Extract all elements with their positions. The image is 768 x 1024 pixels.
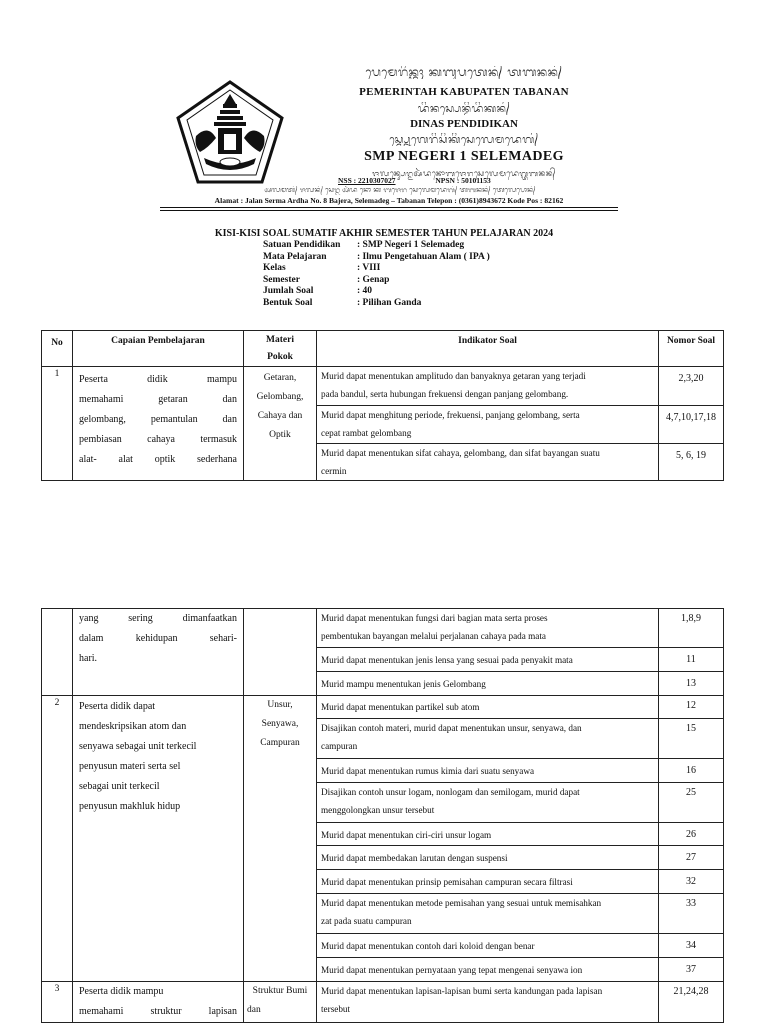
indikator-text: [317, 894, 658, 930]
materi-text: [244, 982, 316, 1020]
meta-row: [263, 275, 490, 287]
nomor-soal: 5, 6, 19: [676, 450, 706, 461]
indikator-text: [317, 609, 658, 645]
materi-cell: [244, 982, 317, 1023]
row-number: [42, 609, 73, 696]
capaian-line: hari.: [79, 653, 98, 664]
indikator-text: [317, 648, 658, 669]
indikator-text: [317, 958, 658, 979]
materi-cell: [244, 367, 317, 481]
indikator-line: tersebut: [321, 1004, 351, 1014]
indikator-line: Murid dapat menentukan jenis lensa yang sesuai pada penyakit mata: [321, 655, 573, 665]
nomor-cell: [659, 444, 724, 481]
nomor-cell: [659, 934, 724, 958]
nomor-cell: [659, 696, 724, 719]
capaian-line: penyusun makhluk hidup: [79, 801, 181, 812]
meta-label: Jumlah Soal: [263, 286, 314, 297]
indikator-cell: [317, 406, 659, 444]
meta-value: : Pilihan Ganda: [357, 297, 422, 308]
indikator-cell: [317, 870, 659, 894]
indikator-text: [317, 672, 658, 693]
nomor-soal: 34: [686, 940, 696, 951]
nomor-soal: 25: [686, 787, 696, 798]
indikator-text: [317, 759, 658, 780]
materi-cell: [244, 609, 317, 696]
indikator-line: Murid mampu menentukan jenis Gelombang: [321, 679, 486, 689]
indikator-line: Murid dapat menentukan ciri-ciri unsur logam: [321, 830, 492, 840]
capaian-line: yang sering dimanfaatkan: [79, 613, 237, 624]
materi-text: [244, 367, 316, 445]
nomor-soal: 21,24,28: [673, 986, 709, 997]
nomor-cell: [659, 719, 724, 759]
indikator-line: Murid dapat menentukan fungsi dari bagian mata serta proses: [321, 613, 548, 623]
indikator-cell: [317, 958, 659, 982]
nomor-cell: [659, 367, 724, 406]
materi-line: Getaran,: [263, 373, 297, 383]
capaian-line: memahami struktur lapisan: [79, 1006, 237, 1017]
indikator-line: Murid dapat menentukan prinsip pemisahan campuran secara filtrasi: [321, 877, 573, 887]
indikator-line: Murid dapat menentukan rumus kimia dari suatu senyawa: [321, 766, 535, 776]
nomor-cell: [659, 823, 724, 846]
school-identifiers: [338, 176, 618, 185]
indikator-cell: [317, 934, 659, 958]
balinese-script-line: ᬚᬮᬦ᭄ᬲᬾᬭ᭄ᬫᬅᬃᬤᬦᭀᬩᬚᬾᬭᬲᬾᬮᬾᬫᬤᬾᬕ᭄ᬢᬩᬦᬦ᭄: [372, 169, 556, 178]
table-row: [42, 367, 724, 406]
government-name: PEMERINTAH KABUPATEN TABANAN: [359, 86, 569, 98]
indikator-line: pada bandul, serta hubungan frekuensi dengan panjang gelombang.: [321, 389, 569, 399]
capaian-cell: [73, 367, 244, 481]
header-no: No: [42, 331, 73, 367]
indikator-text: [317, 406, 658, 442]
capaian-text: [73, 696, 243, 817]
indikator-line: Murid dapat menentukan pernyataan yang tepat mengenai senyawa ion: [321, 965, 583, 975]
capaian-line: senyawa sebagai unit terkecil: [79, 741, 197, 752]
indikator-line: Murid dapat membedakan larutan dengan suspensi: [321, 853, 508, 863]
meta-value: : 40: [357, 286, 373, 297]
nomor-soal: 4,7,10,17,18: [666, 412, 716, 423]
school-name: SMP NEGERI 1 SELEMADEG: [364, 149, 564, 164]
kisi-table-page-1: [41, 330, 724, 481]
indikator-line: Murid dapat menentukan amplitudo dan banyaknya getaran yang terjadi: [321, 371, 586, 381]
materi-line: Struktur Bumi: [252, 986, 308, 996]
indikator-cell: [317, 846, 659, 870]
letterhead-rule: [160, 210, 618, 211]
indikator-text: [317, 846, 658, 867]
meta-value: : Genap: [357, 274, 390, 285]
header-materi-line: Pokok: [267, 352, 293, 362]
meta-row: [263, 286, 490, 298]
indikator-cell: [317, 759, 659, 783]
table-row: [42, 696, 724, 719]
row-number: 3: [42, 982, 73, 1023]
materi-text: [244, 696, 316, 753]
department-name: DINAS PENDIDIKAN: [410, 118, 518, 130]
indikator-line: Disajikan contoh unsur logam, nonlogam dan semilogam, murid dapat: [321, 787, 580, 797]
nomor-soal: 27: [686, 852, 696, 863]
capaian-line: alat- alat optik sederhana: [79, 454, 237, 465]
capaian-line: mendeskripsikan atom dan: [79, 721, 187, 732]
indikator-cell: [317, 823, 659, 846]
indikator-line: Murid dapat menentukan metode pemisahan yang sesuai untuk memisahkan: [321, 898, 602, 908]
capaian-cell: [73, 696, 244, 982]
materi-line: Cahaya dan: [257, 411, 303, 421]
nomor-cell: [659, 672, 724, 696]
materi-line: Gelombang,: [256, 392, 304, 402]
capaian-line: sebagai unit terkecil: [79, 781, 160, 792]
row-number: 2: [42, 696, 73, 982]
nomor-soal: 37: [686, 964, 696, 975]
meta-row: [263, 263, 490, 275]
npsn-number: NPSN : 50101153: [435, 176, 491, 185]
nomor-cell: [659, 406, 724, 444]
balinese-script-line: ᬤᬶᬦᬲ᭄ᬧᬾᬦ᭄ᬤᬶᬤᬶᬓᬦ᭄: [417, 102, 511, 115]
letterhead: [160, 62, 618, 212]
nomor-cell: [659, 846, 724, 870]
meta-value: : SMP Negeri 1 Selemadeg: [357, 240, 465, 250]
nomor-cell: [659, 783, 724, 823]
meta-value: : VIII: [357, 263, 381, 274]
indikator-cell: [317, 648, 659, 672]
indikator-line: zat pada suatu campuran: [321, 916, 412, 926]
meta-row: [263, 240, 490, 252]
header-materi-line: Materi: [266, 335, 294, 345]
tabanan-emblem-icon: [174, 78, 286, 186]
nomor-soal: 1,8,9: [681, 613, 701, 624]
indikator-line: Disajikan contoh materi, murid dapat menentukan unsur, senyawa, dan: [321, 723, 582, 733]
meta-label: Satuan Pendidikan: [263, 240, 341, 250]
meta-row: [263, 252, 490, 264]
indikator-text: [317, 696, 658, 716]
school-address: Alamat : Jalan Serma Ardha No. 8 Bajera, Selemadeg – Tabanan Telepon : (0361)8943672 Kode Pos : 82162: [214, 196, 564, 205]
document-meta: [263, 240, 490, 310]
indikator-text: [317, 934, 658, 955]
indikator-text: [317, 823, 658, 844]
indikator-text: [317, 870, 658, 891]
row-number: 1: [42, 367, 73, 481]
header-nomor: Nomor Soal: [659, 331, 724, 367]
materi-line: Optik: [269, 430, 291, 440]
capaian-line: Peserta didik dapat: [79, 701, 156, 712]
nomor-soal: 16: [686, 765, 696, 776]
indikator-line: cermin: [321, 466, 347, 476]
materi-line: dan: [247, 1005, 261, 1015]
nomor-cell: [659, 870, 724, 894]
capaian-line: pembiasan cahaya termasuk: [79, 434, 237, 445]
indikator-text: [317, 367, 658, 403]
letterhead-rule: [160, 207, 618, 208]
indikator-line: pembentukan bayangan melalui perjalanan cahaya pada mata: [321, 631, 546, 641]
capaian-cell: [73, 609, 244, 696]
materi-line: Campuran: [260, 738, 300, 748]
capaian-line: dalam kehidupan sehari-: [79, 633, 237, 644]
nomor-cell: [659, 894, 724, 934]
indikator-cell: [317, 444, 659, 481]
capaian-line: penyusun materi serta sel: [79, 761, 181, 772]
materi-line: Senyawa,: [261, 719, 299, 729]
nomor-cell: [659, 958, 724, 982]
materi-cell: [244, 696, 317, 982]
balinese-script-line: ᬧᬾᬫᬾᬭᬶᬦ᭄ᬢᬄ ᬓᬩᬸᬧᬢᬾᬦ᭄ ᬢᬩᬦᬦ᭄: [365, 66, 563, 79]
table-row: [42, 982, 724, 1023]
document-title: KISI-KISI SOAL SUMATIF AKHIR SEMESTER TAHUN PELAJARAN 2024: [214, 228, 554, 239]
header-capaian: Capaian Pembelajaran: [73, 331, 244, 367]
table-header-row: [42, 331, 724, 367]
indikator-line: campuran: [321, 741, 358, 751]
meta-row: [263, 298, 490, 310]
indikator-text: [317, 719, 658, 755]
capaian-line: Peserta didik mampu: [79, 986, 164, 997]
indikator-line: Murid dapat menentukan partikel sub atom: [321, 702, 480, 712]
table-row: [42, 609, 724, 648]
indikator-line: Murid dapat menghitung periode, frekuensi, panjang gelombang, serta: [321, 410, 580, 420]
capaian-text: [73, 982, 243, 1022]
capaian-cell: [73, 982, 244, 1023]
indikator-cell: [317, 783, 659, 823]
meta-label: Kelas: [263, 263, 286, 274]
indikator-cell: [317, 696, 659, 719]
header-indikator: Indikator Soal: [317, 331, 659, 367]
letterhead-text: [310, 62, 618, 180]
capaian-line: memahami getaran dan: [79, 394, 237, 405]
capaian-line: Peserta didik mampu: [79, 374, 237, 385]
header-materi: [244, 331, 317, 367]
nomor-cell: [659, 759, 724, 783]
nomor-soal: 11: [686, 654, 696, 665]
balinese-address-line: ᬅᬮᬫᬢ᭄ ᬚᬮᬦ᭄ ᬲᬾᬭ᭄ᬫ ᬅᬃᬤ ᬦᭀ ᬓ ᬩᬚᬾᬭ ᬲᬾᬮᬾᬫᬤᬾᬕ᭄ ᬢᬩᬦᬦ᭄ ᬢᬾᬮᬾᬧᭀᬦ᭄: [264, 186, 536, 194]
nomor-soal: 13: [686, 678, 696, 689]
materi-line: Unsur,: [267, 700, 293, 710]
indikator-cell: [317, 894, 659, 934]
nomor-soal: 26: [686, 829, 696, 840]
meta-label: Semester: [263, 274, 300, 285]
nomor-cell: [659, 609, 724, 648]
indikator-line: cepat rambat gelombang: [321, 428, 412, 438]
indikator-text: [317, 982, 658, 1018]
nomor-soal: 12: [686, 700, 696, 711]
balinese-script-line: ᬲ᭄ᬫ᭄ᬧ᭄ᬦᬾᬕᬾᬭᬶᬲᬶᬓᬶᬲᬾᬮᬾᬫᬤᬾᬕ᭄: [389, 133, 539, 146]
nss-number: NSS : 2210307027: [338, 176, 396, 185]
nomor-soal: 32: [686, 876, 696, 887]
meta-label: Mata Pelajaran: [263, 251, 327, 262]
capaian-text: [73, 367, 243, 470]
indikator-cell: [317, 367, 659, 406]
indikator-cell: [317, 719, 659, 759]
meta-label: Bentuk Soal: [263, 297, 313, 308]
meta-value: : Ilmu Pengetahuan Alam ( IPA ): [357, 251, 490, 262]
capaian-line: gelombang, pemantulan dan: [79, 414, 237, 425]
nomor-cell: [659, 648, 724, 672]
indikator-line: Murid dapat menentukan lapisan-lapisan bumi serta kandungan pada lapisan: [321, 986, 603, 996]
indikator-cell: [317, 982, 659, 1023]
nomor-soal: 2,3,20: [678, 373, 704, 384]
indikator-line: menggolongkan unsur tersebut: [321, 805, 435, 815]
indikator-cell: [317, 609, 659, 648]
kisi-table-page-2: [41, 608, 724, 1023]
indikator-text: [317, 783, 658, 819]
nomor-soal: 33: [686, 898, 696, 909]
capaian-text: [73, 609, 243, 669]
indikator-line: Murid dapat menentukan contoh dari koloid dengan benar: [321, 941, 535, 951]
nomor-soal: 15: [686, 723, 696, 734]
indikator-line: Murid dapat menentukan sifat cahaya, gelombang, dan sifat bayangan suatu: [321, 448, 600, 458]
nomor-cell: [659, 982, 724, 1023]
indikator-text: [317, 444, 658, 480]
indikator-cell: [317, 672, 659, 696]
